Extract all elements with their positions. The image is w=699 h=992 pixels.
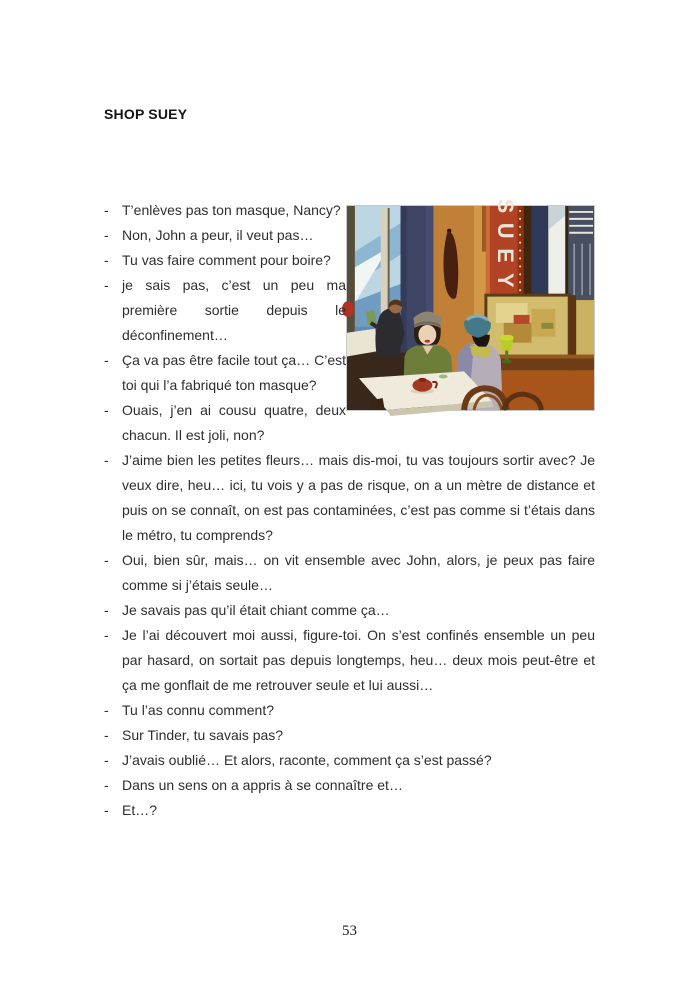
dialogue-line	[104, 698, 595, 723]
dash-bullet: -	[104, 252, 109, 268]
dash-bullet: -	[104, 277, 109, 293]
sign-letter-s: S	[492, 198, 518, 214]
dialogue-line	[104, 598, 595, 623]
dialogue-line	[104, 723, 595, 748]
dialogue-line	[104, 773, 595, 798]
page-title: SHOP SUEY	[104, 106, 188, 122]
dash-bullet: -	[104, 402, 109, 418]
dash-bullet: -	[104, 802, 109, 818]
dialogue-text: Non, John a peur, il veut pas…	[122, 227, 314, 243]
dialogue-text: Oui, bien sûr, mais… on vit ensemble avec John, alors, je peux pas faire comme si j’étais seule…	[122, 552, 595, 593]
dialogue-text: je sais pas, c’est un peu ma première sortie depuis le déconfinement…	[122, 277, 346, 343]
dash-bullet: -	[104, 752, 109, 768]
dialogue-line	[104, 348, 595, 398]
dialogue-text: Dans un sens on a appris à se connaître et…	[122, 777, 403, 793]
sign-letter-e: E	[492, 248, 518, 263]
dialogue-text: Sur Tinder, tu savais pas?	[122, 727, 284, 743]
dialogue-line	[104, 748, 595, 773]
dialogue-content	[104, 198, 595, 823]
dash-bullet: -	[104, 452, 109, 468]
dialogue-text: Ça va pas être facile tout ça… C’est toi qui l’a fabriqué ton masque?	[122, 352, 346, 393]
dialogue-line	[104, 798, 595, 823]
dialogue-text: Tu vas faire comment pour boire?	[122, 252, 331, 268]
dash-bullet: -	[104, 777, 109, 793]
dialogue-line	[104, 623, 595, 698]
dash-bullet: -	[104, 727, 109, 743]
dialogue-text: Je l’ai découvert moi aussi, figure-toi. On s’est confinés ensemble un peu par hasard, on sortait pas depuis longtemps, heu… deux mois peut-être et ça me gonflait de me retrouver seule et lui aussi…	[122, 627, 595, 693]
dash-bullet: -	[104, 627, 109, 643]
dialogue-line	[104, 198, 595, 223]
dialogue-text: T’enlèves pas ton masque, Nancy?	[122, 202, 341, 218]
dialogue-text: Tu l’as connu comment?	[122, 702, 274, 718]
dialogue-line	[104, 248, 595, 273]
dash-bullet: -	[104, 702, 109, 718]
dialogue-text: Je savais pas qu’il était chiant comme ça…	[122, 602, 390, 618]
dialogue-text: J’aime bien les petites fleurs… mais dis-moi, tu vas toujours sortir avec? Je veux dire, heu… ici, tu vois y a pas de risque, on a un mètre de distance et puis on se connaît, on est pas contaminées, c’est pas comme si t’étais dans le métro, tu comprends?	[122, 452, 595, 543]
dialogue-line	[104, 398, 595, 448]
dash-bullet: -	[104, 602, 109, 618]
dialogue-list	[104, 198, 595, 823]
sign-letter-y: Y	[492, 273, 518, 288]
dialogue-text: Et…?	[122, 802, 158, 818]
dialogue-line	[104, 223, 595, 248]
dash-bullet: -	[104, 552, 109, 568]
dialogue-line	[104, 273, 595, 348]
sign-letter-u: U	[492, 222, 518, 239]
dialogue-line	[104, 548, 595, 598]
page-number: 53	[342, 923, 357, 939]
dialogue-text: Ouais, j’en ai cousu quatre, deux chacun. Il est joli, non?	[122, 402, 346, 443]
dash-bullet: -	[104, 227, 109, 243]
dash-bullet: -	[104, 202, 109, 218]
dialogue-line	[104, 448, 595, 548]
dialogue-text: J’avais oublié… Et alors, raconte, comment ça s’est passé?	[122, 752, 492, 768]
dash-bullet: -	[104, 352, 109, 368]
